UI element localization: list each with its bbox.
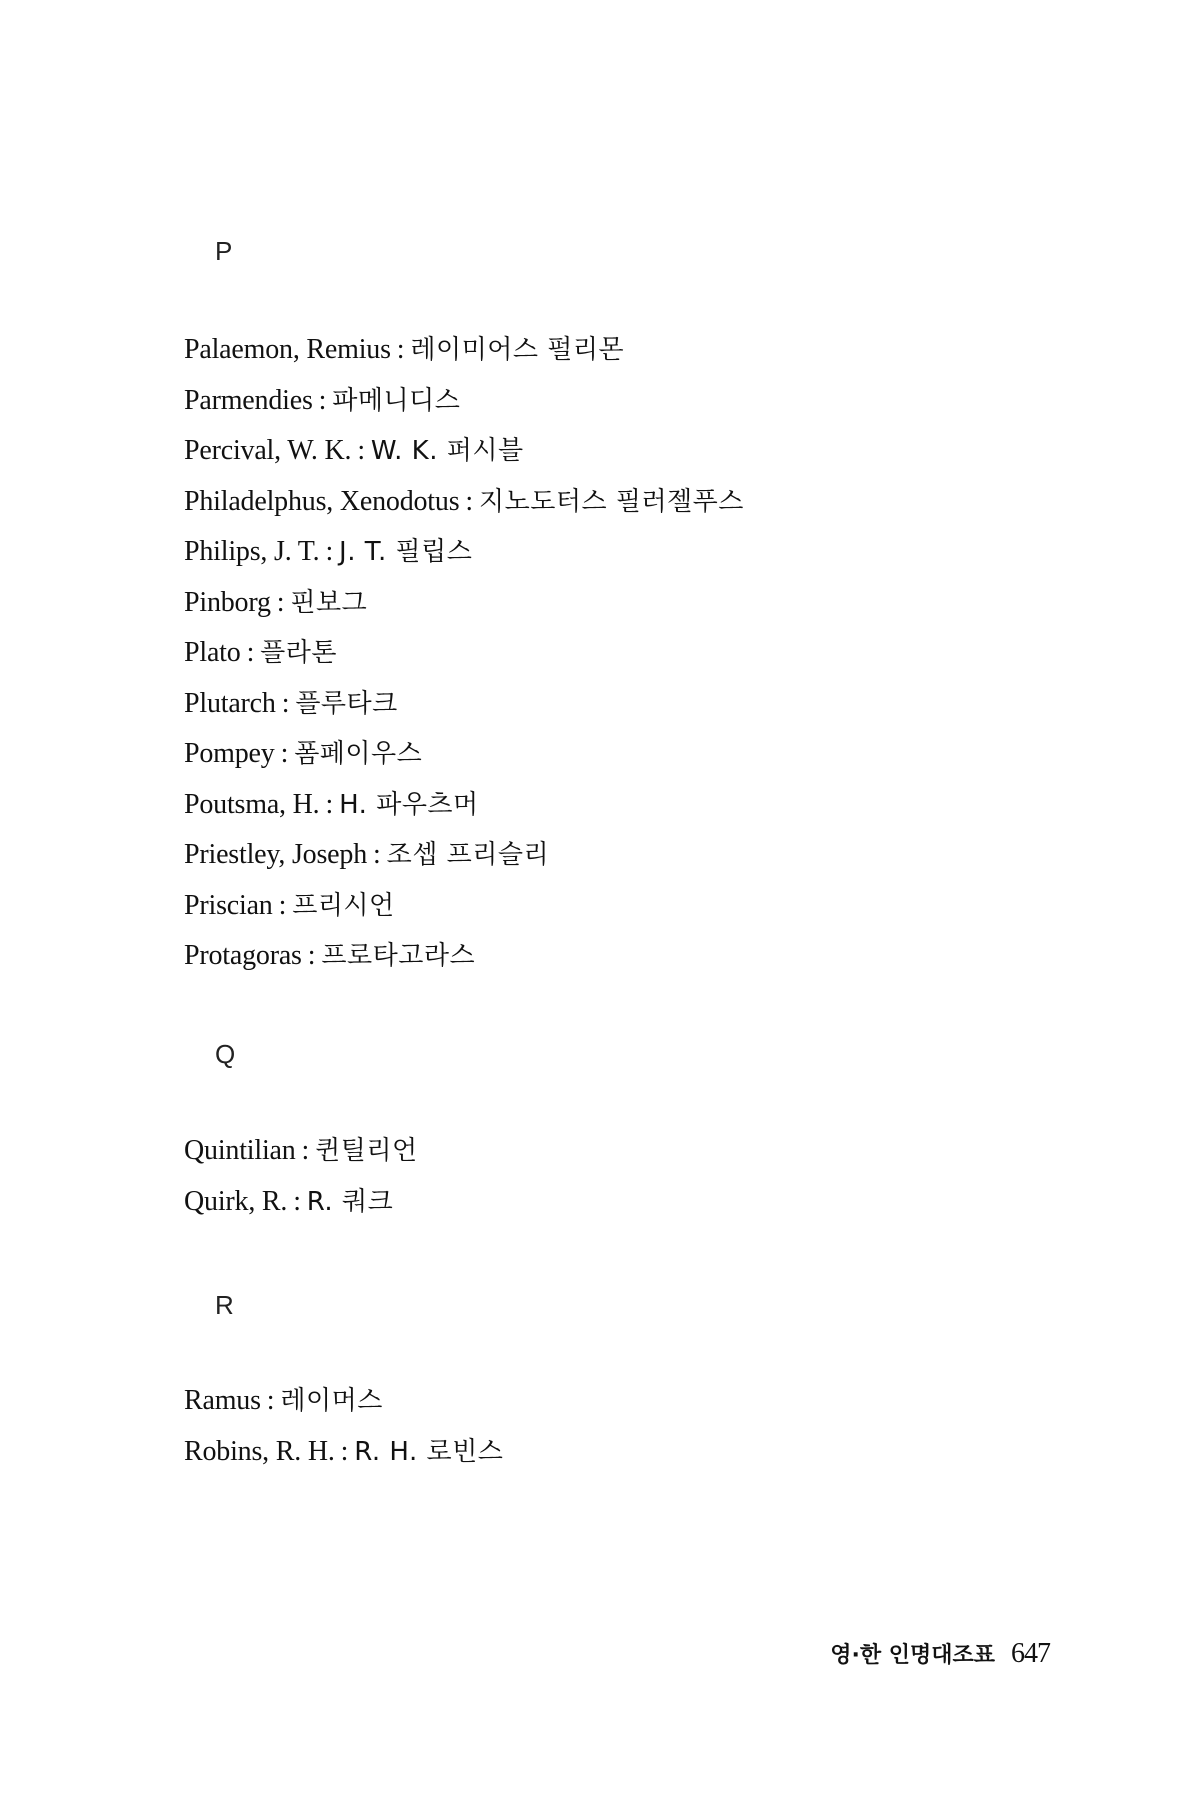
list-item: Poutsma, H. : H. 파우츠머 [184, 788, 479, 820]
section-q-entries [184, 1126, 418, 1227]
page-footer [830, 1638, 1050, 1670]
list-item: Philips, J. T. : J. T. 필립스 [184, 536, 473, 567]
list-item: Philadelphus, Xenodotus : 지노도터스 필러젤푸스 [184, 485, 744, 517]
list-item: Palaemon, Remius : 레이미어스 펄리몬 [184, 334, 625, 365]
section-heading-r: R [215, 1290, 234, 1320]
list-item: Plato : 플라톤 [184, 637, 338, 668]
list-item: Parmendies : 파메니디스 [184, 384, 461, 416]
list-item: Robins, R. H. : R. H. 로빈스 [184, 1435, 504, 1467]
list-item: Quirk, R. : R. 쿼크 [184, 1185, 394, 1217]
list-item: Percival, W. K. : W. K. 퍼시블 [184, 435, 524, 466]
section-r-entries [184, 1376, 503, 1477]
page-number: 647 [1011, 1638, 1050, 1669]
list-item: Pompey : 폼페이우스 [184, 738, 423, 769]
list-item: Plutarch : 플루타크 [184, 687, 398, 719]
list-item: Quintilian : 퀸틸리언 [184, 1135, 418, 1166]
list-item: Priestley, Joseph : 조셉 프리슬리 [184, 839, 550, 870]
section-heading-q: Q [215, 1039, 236, 1069]
list-item: Protagoras : 프로타고라스 [184, 940, 476, 971]
list-item: Pinborg : 핀보그 [184, 586, 368, 618]
list-item: Ramus : 레이머스 [184, 1385, 383, 1416]
running-title: 영·한 인명대조표 [830, 1643, 995, 1668]
list-item: Priscian : 프리시언 [184, 889, 395, 921]
section-heading-p: P [215, 236, 233, 266]
section-p-entries [184, 325, 744, 982]
